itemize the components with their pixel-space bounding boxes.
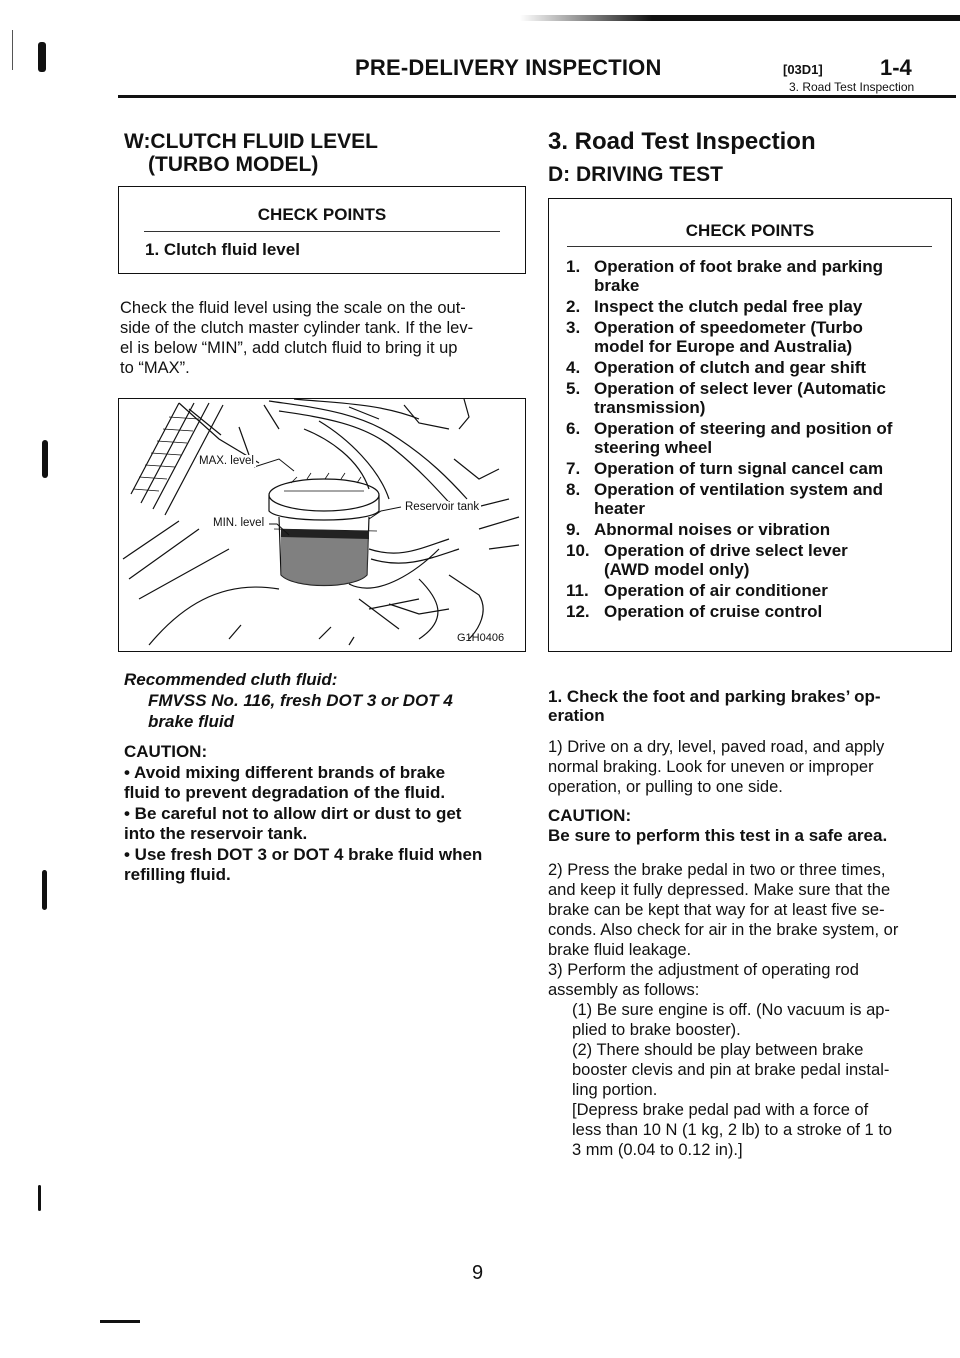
paragraph-line: normal braking. Look for uneven or improper [548, 758, 874, 776]
check-point-text: steering wheel [594, 438, 713, 457]
check-point-item [566, 318, 946, 356]
margin-mark [42, 870, 47, 910]
check-point-number: 7. [566, 459, 581, 478]
check-point-text: Operation of drive select lever [604, 541, 848, 560]
step1-paragraph [548, 737, 953, 797]
check-point-number: 12. [566, 602, 590, 621]
section-code: [03D1] [783, 62, 823, 77]
check-point-item [566, 541, 946, 579]
paragraph-line: 3 mm (0.04 to 0.12 in).] [572, 1141, 743, 1159]
check-point-item [566, 602, 946, 621]
check-point-text: Operation of foot brake and parking [594, 257, 884, 276]
caution-line: refilling fluid. [124, 865, 231, 884]
recommended-fluid-value: brake fluid [148, 712, 234, 731]
check-points-rule [567, 246, 932, 247]
page-number: 9 [472, 1262, 484, 1284]
margin-mark [38, 1185, 41, 1211]
margin-mark [100, 1320, 140, 1323]
check-point-number: 5. [566, 379, 581, 398]
check-point-item [566, 297, 946, 316]
check-point-number: 10. [566, 541, 590, 560]
check-points-title: CHECK POINTS [685, 221, 815, 240]
check-point-text: Inspect the clutch pedal free play [594, 297, 863, 316]
left-heading [124, 130, 378, 176]
caution-line: fluid to prevent degradation of the fluid. [124, 783, 446, 802]
section-heading: 3. Road Test Inspection [548, 128, 816, 155]
check-point-item [566, 480, 946, 518]
paragraph-line: and keep it fully depressed. Make sure that the [548, 881, 891, 899]
check-points-rule [144, 231, 500, 232]
section-page: 1-4 [880, 55, 912, 80]
check-point-text: (AWD model only) [604, 560, 750, 579]
page-title: PRE-DELIVERY INSPECTION [355, 55, 662, 80]
recommended-fluid-label: Recommended cluth fluid: [124, 670, 338, 689]
paragraph-line: ling portion. [572, 1081, 658, 1099]
paragraph-line: 2) Press the brake pedal in two or three times, [548, 861, 886, 879]
intro-line: el is below “MIN”, add clutch fluid to bring it up [120, 339, 458, 357]
check-point-number: 1. [566, 257, 581, 276]
check-point-text: Operation of turn signal cancel cam [594, 459, 884, 478]
left-caution-block [124, 742, 534, 886]
right-caution-block [548, 806, 887, 846]
left-check-points-box [118, 186, 526, 274]
subsection-heading: D: DRIVING TEST [548, 163, 724, 186]
paragraph-line: 1) Drive on a dry, level, paved road, and apply [548, 738, 885, 756]
paragraph-line: assembly as follows: [548, 981, 700, 999]
paragraph-line: conds. Also check for air in the brake system, or [548, 921, 899, 939]
check-point-item [566, 520, 946, 539]
intro-line: side of the clutch master cylinder tank. If the lev- [120, 319, 474, 337]
check-points-title: CHECK POINTS [257, 205, 387, 224]
check-point-text: Operation of cruise control [604, 602, 823, 621]
check-point-text: transmission) [594, 398, 706, 417]
check-point-item [566, 379, 946, 417]
check-point-number: 3. [566, 318, 581, 337]
intro-paragraph [120, 298, 530, 378]
caution-line: into the reservoir tank. [124, 824, 308, 843]
caution-label: CAUTION: [124, 742, 208, 761]
check-point-item [566, 358, 946, 377]
check-point-item [566, 581, 946, 600]
paragraph-line: 3) Perform the adjustment of operating rod [548, 961, 859, 979]
check-point-number: 2. [566, 297, 581, 316]
max-level-label: MAX. level [199, 455, 254, 467]
step1-title-line: 1. Check the foot and parking brakes’ op- [548, 687, 881, 706]
check-point-text: Abnormal noises or vibration [594, 520, 831, 539]
check-point-item [566, 459, 946, 478]
left-heading-line2: (TURBO MODEL) [148, 153, 319, 176]
check-point-number: 8. [566, 480, 581, 499]
sub-steps [548, 1000, 953, 1160]
reservoir-tank-label: Reservoir tank [405, 501, 480, 513]
figure-code: G1H0406 [457, 632, 505, 644]
min-level-label: MIN. level [213, 517, 265, 529]
step2-paragraph [548, 860, 953, 1160]
intro-line: to “MAX”. [120, 359, 190, 377]
header-rule [118, 95, 956, 98]
check-point-text: Operation of ventilation system and [594, 480, 884, 499]
recommended-fluid-value: FMVSS No. 116, fresh DOT 3 or DOT 4 [148, 691, 453, 710]
section-subtitle: 3. Road Test Inspection [789, 80, 915, 94]
check-points-list [566, 257, 946, 623]
left-heading-line1: W:CLUTCH FLUID LEVEL [124, 130, 378, 153]
paragraph-line: plied to brake booster). [572, 1021, 741, 1039]
top-decor-bar [520, 15, 960, 21]
check-point-number: 11. [566, 581, 589, 600]
reservoir-illustration [119, 399, 525, 651]
caution-label: CAUTION: [548, 806, 632, 825]
paragraph-line: (2) There should be play between brake [572, 1041, 864, 1059]
check-point-number: 4. [566, 358, 581, 377]
caution-line: • Be careful not to allow dirt or dust to get [124, 803, 462, 823]
check-point-item: 1. Clutch fluid level [145, 240, 300, 259]
check-point-text: Operation of speedometer (Turbo [594, 318, 863, 337]
check-point-text: Operation of select lever (Automatic [594, 379, 886, 398]
paragraph-line: [Depress brake pedal pad with a force of [572, 1101, 869, 1119]
check-point-item [566, 257, 946, 295]
margin-mark [42, 440, 48, 478]
margin-mark [12, 30, 13, 70]
check-point-text: Operation of steering and position of [594, 419, 893, 438]
intro-line: Check the fluid level using the scale on the out- [120, 299, 466, 317]
paragraph-line: brake fluid leakage. [548, 941, 692, 959]
reservoir-figure [118, 398, 526, 652]
check-point-item [566, 419, 946, 457]
check-point-number: 9. [566, 520, 581, 539]
caution-line: • Use fresh DOT 3 or DOT 4 brake fluid when [124, 844, 483, 864]
paragraph-line: brake can be kept that way for at least five se- [548, 901, 885, 919]
step1-title [548, 687, 953, 725]
check-point-text: heater [594, 499, 646, 518]
paragraph-line: (1) Be sure engine is off. (No vacuum is ap- [572, 1001, 890, 1019]
paragraph-line: operation, or pulling to one side. [548, 778, 783, 796]
margin-mark [38, 42, 46, 72]
caution-text: Be sure to perform this test in a safe area. [548, 826, 888, 845]
check-point-number: 6. [566, 419, 581, 438]
paragraph-line: less than 10 N (1 kg, 2 lb) to a stroke of 1 to [572, 1121, 893, 1139]
caution-line: • Avoid mixing different brands of brake [124, 762, 446, 782]
check-point-text: brake [594, 276, 640, 295]
check-point-text: Operation of clutch and gear shift [594, 358, 867, 377]
paragraph-line: booster clevis and pin at brake pedal instal- [572, 1061, 890, 1079]
right-check-points-box [548, 198, 952, 652]
step1-title-line: eration [548, 706, 605, 725]
check-point-text: model for Europe and Australia) [594, 337, 853, 356]
check-point-text: Operation of air conditioner [604, 581, 828, 600]
